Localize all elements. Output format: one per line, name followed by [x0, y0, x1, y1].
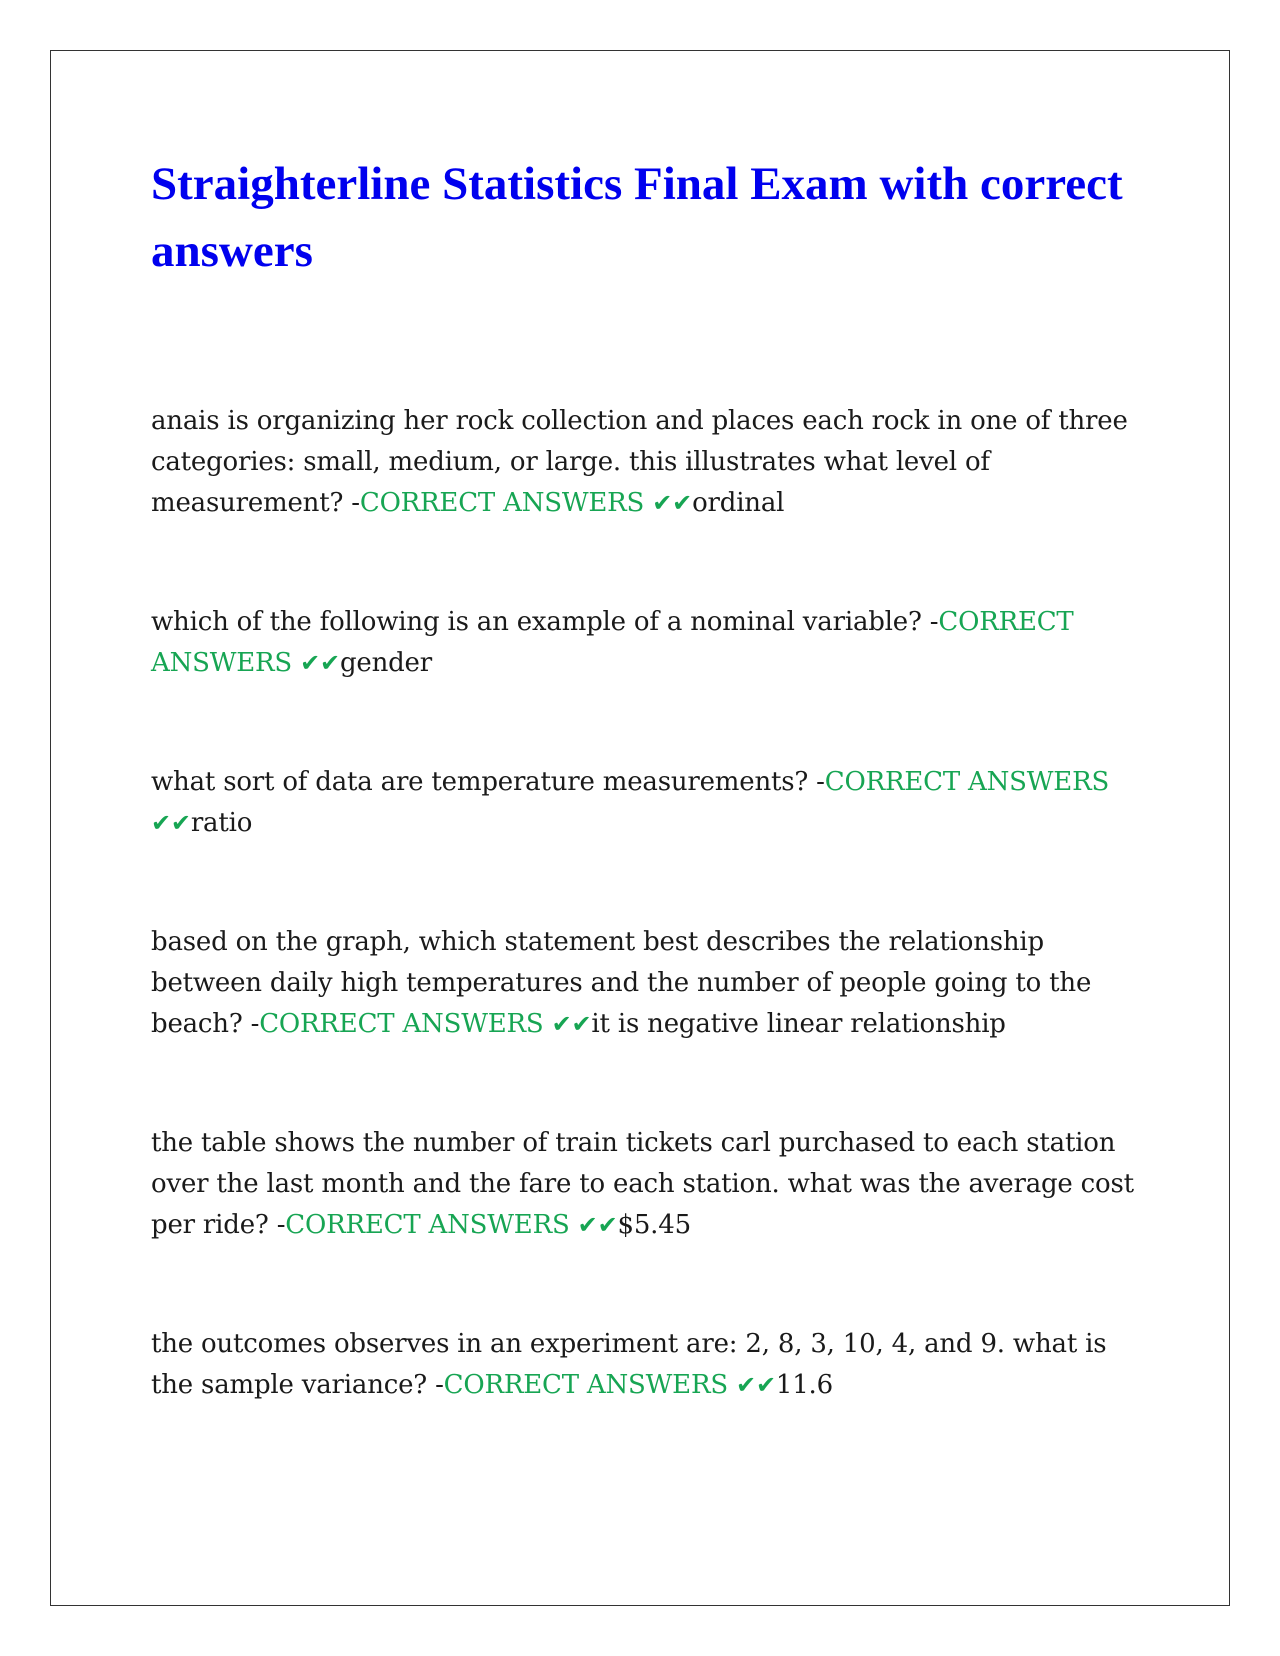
- answer-text: $5.45: [617, 1210, 691, 1240]
- question-item: [151, 922, 1151, 1045]
- question-list: [151, 401, 1151, 1406]
- check-mark-icon: ✔✔: [551, 1010, 592, 1038]
- question-item: [151, 1324, 1151, 1406]
- correct-answers-tag: CORRECT ANSWERS: [151, 607, 1074, 678]
- question-text: based on the graph, which statement best describes the relationship between daily high temperatures and the number of people going to the beach? -: [151, 927, 1092, 1039]
- answer-text: 11.6: [775, 1370, 833, 1400]
- correct-answers-tag: CORRECT ANSWERS: [443, 1370, 728, 1400]
- document-content: [151, 151, 1151, 1484]
- correct-answers-tag: CORRECT ANSWERS: [359, 488, 645, 518]
- question-item: [151, 1123, 1151, 1246]
- question-item: [151, 401, 1151, 524]
- check-mark-icon: ✔✔: [151, 809, 191, 837]
- answer-text: ordinal: [692, 488, 785, 518]
- check-mark-icon: ✔✔: [652, 489, 693, 517]
- question-item: [151, 602, 1151, 684]
- correct-answers-tag: CORRECT ANSWERS: [259, 1009, 544, 1039]
- correct-answers-tag: CORRECT ANSWERS: [285, 1210, 570, 1240]
- question-text: anais is organizing her rock collection and places each rock in one of three categories: small, medium, or large. this illustrates what level of measurement? -: [151, 406, 1128, 518]
- question-item: [151, 762, 1151, 844]
- answer-text: gender: [339, 648, 432, 678]
- question-text: which of the following is an example of a nominal variable? -: [151, 607, 939, 637]
- document-title: Straighterline Statistics Final Exam with correct answers: [151, 158, 1123, 277]
- answer-text: it is negative linear relationship: [591, 1009, 1006, 1039]
- check-mark-icon: ✔✔: [300, 649, 340, 677]
- question-text: what sort of data are temperature measurements? -: [151, 767, 825, 797]
- question-text: the outcomes observes in an experiment are: 2, 8, 3, 10, 4, and 9. what is the sample variance? -: [151, 1329, 1107, 1400]
- answer-text: ratio: [190, 808, 253, 838]
- correct-answers-tag: CORRECT ANSWERS: [824, 767, 1110, 797]
- document-page: [50, 50, 1230, 1606]
- check-mark-icon: ✔✔: [736, 1371, 776, 1399]
- question-text: the table shows the number of train tickets carl purchased to each station over the last month and the fare to each station. what was the average cost per ride? -: [151, 1128, 1134, 1240]
- check-mark-icon: ✔✔: [577, 1211, 618, 1239]
